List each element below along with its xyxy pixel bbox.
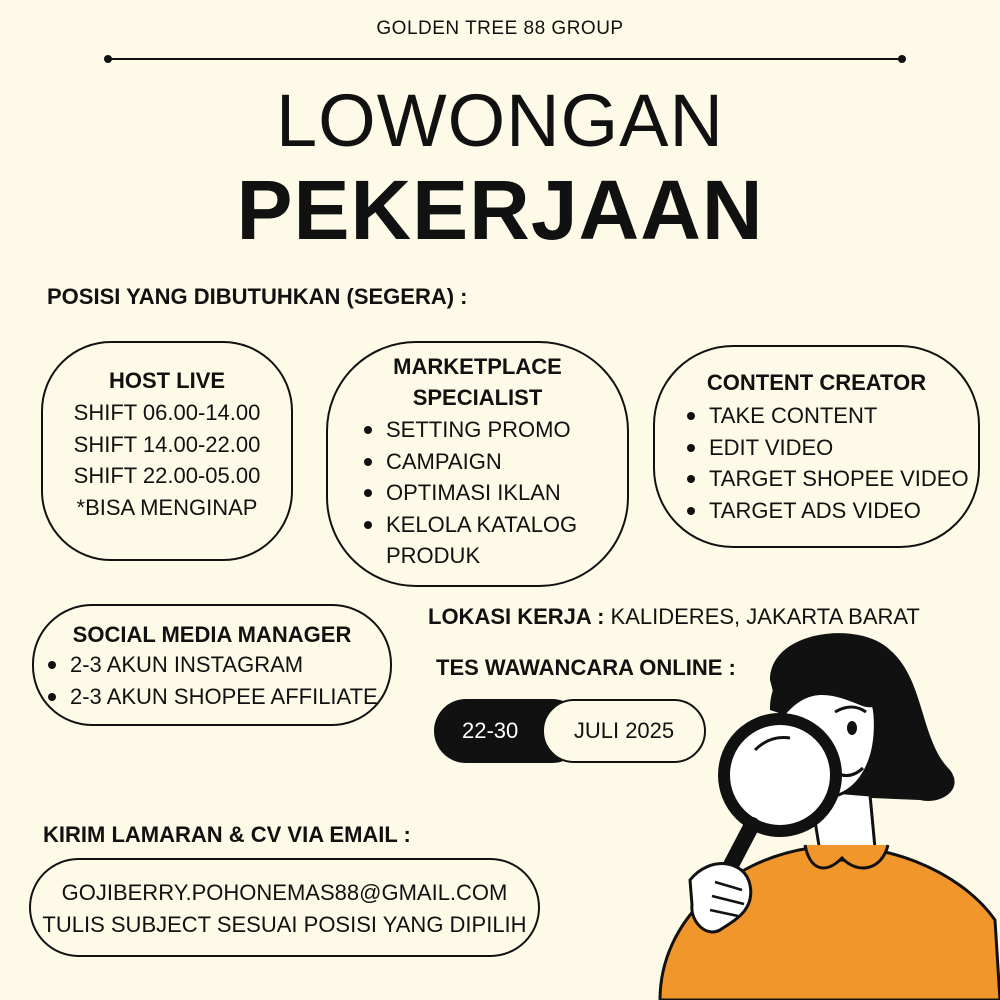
host-live-line: SHIFT 22.00-05.00 bbox=[73, 463, 261, 488]
email-card bbox=[29, 858, 540, 957]
social-media-title: SOCIAL MEDIA MANAGER bbox=[72, 622, 352, 647]
content-creator-item: EDIT VIDEO bbox=[683, 432, 978, 464]
social-media-item: 2-3 AKUN INSTAGRAM bbox=[44, 649, 390, 681]
marketplace-item-continued: PRODUK bbox=[386, 543, 481, 568]
interview-day-range: 22-30 bbox=[434, 699, 584, 763]
content-creator-title: CONTENT CREATOR bbox=[706, 370, 927, 395]
host-live-line: *BISA MENGINAP bbox=[76, 494, 258, 520]
divider-dot-right bbox=[898, 55, 906, 63]
marketplace-specialist-card bbox=[326, 341, 629, 587]
host-live-title: HOST LIVE bbox=[108, 368, 226, 393]
apply-email: GOJIBERRY.POHONEMAS88@GMAIL.COM bbox=[61, 880, 508, 905]
header-divider bbox=[107, 58, 903, 60]
marketplace-item: CAMPAIGN bbox=[360, 446, 627, 478]
apply-note: TULIS SUBJECT SESUAI POSISI YANG DIPILIH bbox=[42, 912, 527, 937]
positions-label: POSISI YANG DIBUTUHKAN (SEGERA) : bbox=[47, 284, 468, 309]
company-name: GOLDEN TREE 88 GROUP bbox=[376, 18, 624, 39]
interview-month: JULI 2025 bbox=[542, 699, 706, 763]
marketplace-title-line-1: MARKETPLACE bbox=[393, 354, 562, 379]
title-line-1: LOWONGAN bbox=[276, 79, 724, 162]
content-creator-item: TARGET SHOPEE VIDEO bbox=[683, 463, 978, 495]
divider-dot-left bbox=[104, 55, 112, 63]
marketplace-item: SETTING PROMO bbox=[360, 414, 627, 446]
marketplace-title-line-2: SPECIALIST bbox=[412, 385, 543, 410]
host-live-line: SHIFT 14.00-22.00 bbox=[73, 431, 261, 457]
woman-with-magnifying-glass-icon bbox=[620, 620, 1000, 1000]
interview-label: TES WAWANCARA ONLINE : bbox=[436, 655, 736, 680]
marketplace-item: KELOLA KATALOG bbox=[360, 509, 627, 541]
title-line-2: PEKERJAAN bbox=[236, 163, 764, 257]
content-creator-card bbox=[653, 345, 980, 548]
social-media-manager-card bbox=[32, 604, 392, 726]
marketplace-item: OPTIMASI IKLAN bbox=[360, 477, 627, 509]
content-creator-item: TAKE CONTENT bbox=[683, 400, 978, 432]
host-live-card bbox=[41, 341, 293, 561]
social-media-item: 2-3 AKUN SHOPEE AFFILIATE bbox=[44, 681, 390, 713]
apply-label: KIRIM LAMARAN & CV VIA EMAIL : bbox=[43, 822, 411, 847]
host-live-line: SHIFT 06.00-14.00 bbox=[73, 400, 261, 425]
content-creator-item: TARGET ADS VIDEO bbox=[683, 495, 978, 527]
location-label: LOKASI KERJA : bbox=[428, 604, 605, 629]
location-value: KALIDERES, JAKARTA BARAT bbox=[610, 604, 920, 629]
